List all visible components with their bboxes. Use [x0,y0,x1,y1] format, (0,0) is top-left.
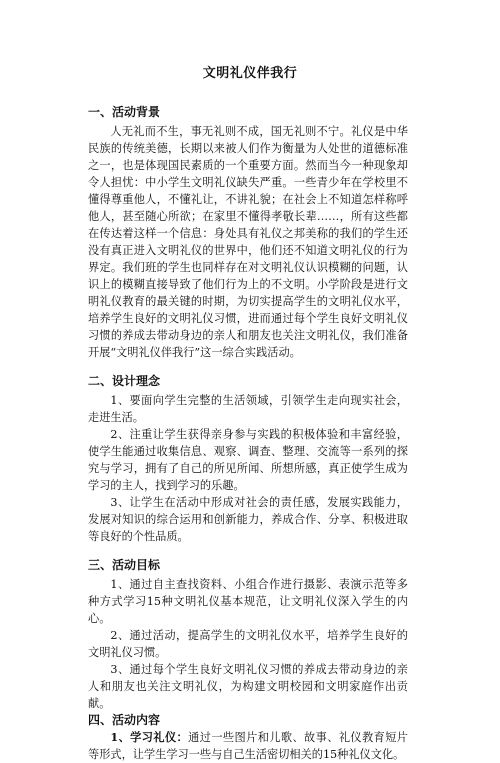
design-paragraph-2: 2、注重让学生获得亲身参与实践的积极体验和丰富经验，使学生能通过收集信息、观察、调查、整理、交流等一系列的探究与学习，拥有了自己的所见所闻、所想所感，真正使学生成为学习的主人，找到学习的乐趣。 [88,428,408,492]
design-paragraph-1: 1、要面向学生完整的生活领域，引领学生走向现实社会，走进生活。 [88,394,408,424]
background-paragraph: 人无礼而不生，事无礼则不成，国无礼则不宁。礼仪是中华民族的传统美德，长期以来被人们作为衡量为人处世的道德标准之一，也是体现国民素质的一个重要方面。然而当今一种现象却令人担忧：中小学生文明礼仪缺失严重。一些青少年在学校里不懂得尊重他人，不懂礼让，不讲礼貌；在社会上不知道怎样称呼他人，甚至随心所欲；在家里不懂得孝敬长辈……，所有这些都在传达着这样一个信息：身处具有礼仪之邦美称的我们的学生还没有真正进入文明礼仪的世界中，他们还不知道文明礼仪的行为界定。我们班的学生也同样存在对文明礼仪认识模糊的问题，认识上的模糊直接导致了他们行为上的不文明。小学阶段是进行文明礼仪教育的最关键的时期，为切实提高学生的文明礼仪水平，培养学生良好的文明礼仪习惯，进而通过每个学生良好文明礼仪习惯的养成去带动身边的亲人和朋友也关注文明礼仪，我们准备开展“文明礼仪伴我行”这一综合实践活动。 [88,125,408,359]
design-paragraph-3: 3、让学生在活动中形成对社会的责任感，发展实践能力，发展对知识的综合运用和创新能力，养成合作、分享、积极进取等良好的个性品质。 [88,496,408,543]
goals-paragraph-1: 1、通过自主查找资料、小组合作进行摄影、表演示范等多种方式学习15种文明礼仪基本规范，让文明礼仪深入学生的内心。 [88,578,408,625]
goals-paragraph-3: 3、通过每个学生良好文明礼仪习惯的养成去带动身边的亲人和朋友也关注文明礼仪，为构建文明校园和文明家庭作出贡献。 [88,663,408,710]
section-heading-background: 一、活动背景 [88,105,161,119]
section-heading-design: 二、设计理念 [88,374,161,388]
document-body [88,104,408,763]
document-title: 文明礼仪伴我行 [202,66,298,81]
section-heading-goals: 三、活动目标 [88,558,161,572]
content-item-text: 通过一些图片和儿歌、故事、礼仪教育短片等形式，让学生学习一些与自己生活密切相关的15种礼仪文化。 [88,731,408,761]
goals-paragraph-2: 2、通过活动，提高学生的文明礼仪水平，培养学生良好的文明礼仪习惯。 [88,629,408,659]
section-heading-content: 四、活动内容 [88,713,161,727]
content-item-lead: 1、学习礼仪： [110,730,189,744]
content-item-1 [88,729,408,763]
